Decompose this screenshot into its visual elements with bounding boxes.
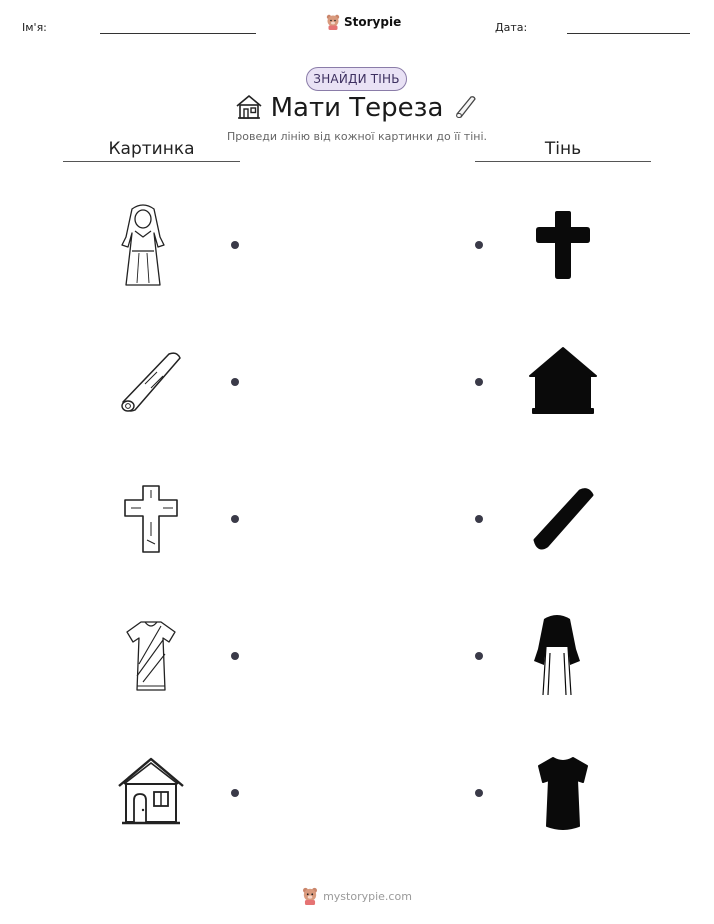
picture-house <box>116 756 186 828</box>
picture-nun <box>120 203 166 287</box>
column-header-shadow: Тінь <box>544 139 582 159</box>
right-dot-5[interactable] <box>475 789 483 797</box>
bear-mascot-icon <box>326 14 340 30</box>
bear-mascot-icon <box>302 887 318 905</box>
left-dot-3[interactable] <box>231 515 239 523</box>
house-shadow-icon <box>528 346 598 416</box>
sari-icon <box>125 620 177 694</box>
shadow-log <box>530 486 594 552</box>
log-icon <box>451 92 479 122</box>
date-field[interactable] <box>567 33 690 34</box>
nun-icon <box>120 203 166 287</box>
name-field[interactable] <box>100 33 256 34</box>
page-title: Мати Тереза <box>270 93 444 123</box>
right-dot-2[interactable] <box>475 378 483 386</box>
right-dot-4[interactable] <box>475 652 483 660</box>
house-icon <box>116 756 186 828</box>
shadow-house <box>528 346 598 416</box>
picture-sari <box>125 620 177 694</box>
cross-shadow-icon <box>535 210 591 280</box>
footer-site-link[interactable]: mystorypie.com <box>323 889 412 903</box>
left-dot-5[interactable] <box>231 789 239 797</box>
cross-icon <box>123 484 179 554</box>
left-dot-4[interactable] <box>231 652 239 660</box>
left-dot-1[interactable] <box>231 241 239 249</box>
right-dot-3[interactable] <box>475 515 483 523</box>
activity-badge: ЗНАЙДИ ТІНЬ <box>306 67 407 91</box>
dress-shadow-icon <box>537 756 589 830</box>
shadow-cross <box>535 210 591 280</box>
date-label: Дата: <box>495 21 528 34</box>
left-dot-2[interactable] <box>231 378 239 386</box>
log-shadow-icon <box>530 486 594 552</box>
nun-shadow-icon <box>532 613 582 697</box>
shadow-dress <box>537 756 589 830</box>
picture-cross <box>123 484 179 554</box>
column-header-picture: Картинка <box>108 139 195 159</box>
footer <box>0 887 714 905</box>
column-underline-right <box>475 161 651 162</box>
brand-name: Storypie <box>344 15 402 29</box>
right-dot-1[interactable] <box>475 241 483 249</box>
log-icon <box>117 348 183 416</box>
column-underline-left <box>63 161 240 162</box>
instructions: Проведи лінію від кожної картинки до її тіні. <box>226 130 488 143</box>
name-label: Ім'я: <box>22 21 47 34</box>
picture-log <box>117 348 183 416</box>
shadow-nun <box>532 613 582 697</box>
brand-logo <box>326 14 401 30</box>
